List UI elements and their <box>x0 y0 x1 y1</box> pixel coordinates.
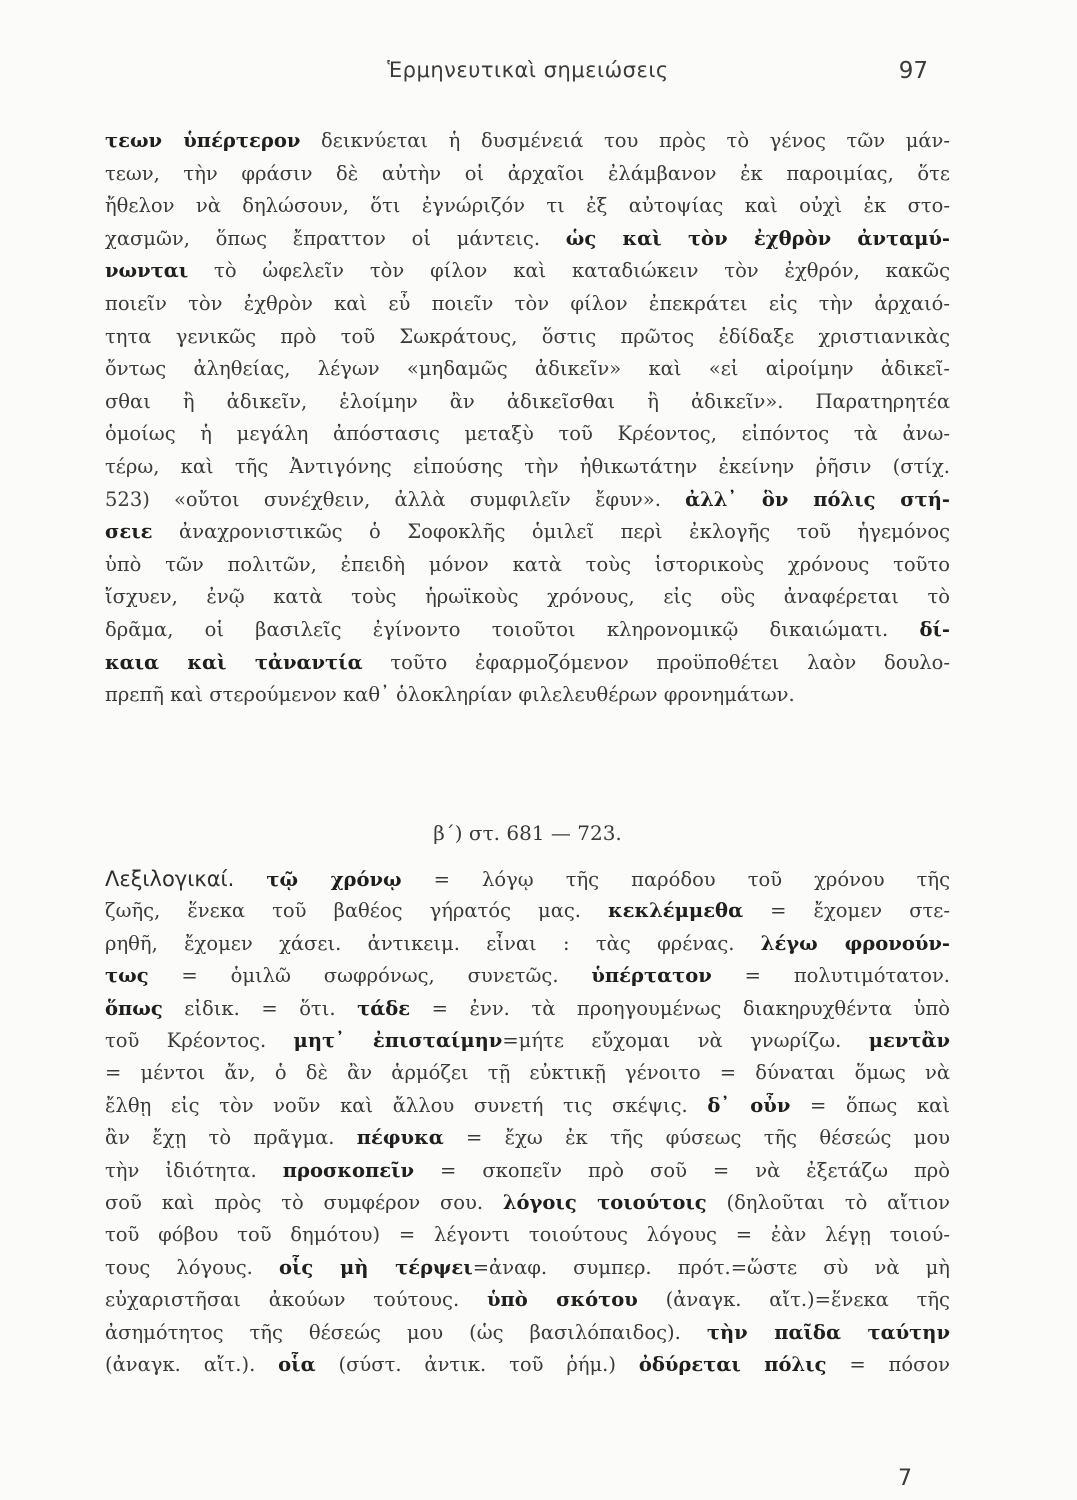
text-line <box>105 650 950 676</box>
text-line <box>105 584 950 610</box>
running-title: Ἑρμηνευτικαὶ σημειώσεις <box>387 58 669 82</box>
lemma-term: δ᾿ οὖν <box>707 1094 791 1117</box>
text-segment: ἀσημότητος τῆς θέσεώς μου (ὡς βασιλόπαιδος). <box>105 1321 707 1344</box>
text-line <box>105 898 950 924</box>
text-line <box>105 1222 950 1248</box>
text-segment: = λόγῳ τῆς παρόδου τοῦ χρόνου τῆς <box>401 868 950 891</box>
lemma-term: οἷς μὴ τέρψει <box>278 1256 473 1279</box>
text-line <box>105 356 950 382</box>
text-segment: ὄντως ἀληθείας, λέγων «μηδαμῶς ἀδικεῖν» καὶ «εἰ αἱροίμην ἀδικεῖ- <box>105 357 950 380</box>
section-heading: β΄) στ. 681 — 723. <box>433 821 622 845</box>
text-line <box>105 421 950 447</box>
text-segment: = μέντοι ἄν, ὁ δὲ ἂν ἁρμόζει τῇ εὐκτικῇ γένοιτο = δύναται ὅμως νὰ <box>105 1061 950 1084</box>
text-line <box>105 1287 950 1313</box>
text-segment: ἴσχυεν, ἐνῷ κατὰ τοὺς ἡρωϊκοὺς χρόνους, εἰς οὓς ἀναφέρεται τὸ <box>105 585 950 608</box>
lemma-term: κεκλέμμεθα <box>608 899 744 922</box>
text-segment: ἤθελον νὰ δηλώσουν, ὅτι ἐγνώριζόν τι ἐξ αὐτοψίας καὶ οὐχὶ ἐκ στο- <box>105 194 950 217</box>
text-line <box>105 258 950 284</box>
text-line <box>105 963 950 989</box>
text-segment: τὴν ἰδιότητα. <box>105 1159 283 1182</box>
lemma-term: δί- <box>919 618 950 641</box>
lemma-term: ὡς καὶ τὸν ἐχθρὸν ἀνταμύ- <box>565 227 950 250</box>
lemma-term: τεων ὑπέρτερον <box>105 129 301 152</box>
text-line <box>105 552 950 578</box>
signature-mark: 7 <box>898 1466 912 1491</box>
text-line <box>105 193 950 219</box>
text-segment: = πολυτιμότατον. <box>711 964 950 987</box>
text-segment: τους λόγους. <box>105 1256 279 1279</box>
lemma-term: ἀλλ᾿ ὃν πόλις στή- <box>685 488 950 511</box>
lemma-term: νωνται <box>105 259 189 282</box>
text-segment: ποιεῖν τὸν ἐχθρὸν καὶ εὖ ποιεῖν τὸν φίλον ἐπεκράτει εἰς τὴν ἀρχαιό- <box>105 292 950 315</box>
lemma-term: μεντἂν <box>868 1029 950 1052</box>
lemma-term: προσκοπεῖν <box>282 1159 415 1182</box>
lemma-term: τάδε <box>357 997 411 1020</box>
text-line <box>105 1158 950 1184</box>
text-line <box>105 1125 950 1151</box>
text-segment: ζωῆς, ἕνεκα τοῦ βαθέος γήρατός μας. <box>105 899 609 922</box>
text-segment: τέρω, καὶ τῆς Ἀντιγόνης εἰπούσης τὴν ἠθικωτάτην ἐκείνην ῥῆσιν (στίχ. <box>105 455 950 478</box>
text-segment: = ἔχομεν στε- <box>743 899 950 922</box>
text-segment: σοῦ καὶ πρὸς τὸ συμφέρον σου. <box>105 1191 503 1214</box>
text-line <box>105 291 950 317</box>
text-line <box>105 226 950 252</box>
text-segment: = ἔχω ἐκ τῆς φύσεως τῆς θέσεώς μου <box>443 1126 950 1149</box>
text-segment: ὁμοίως ἡ μεγάλη ἀπόστασις μεταξὺ τοῦ Κρέοντος, εἰπόντος τὰ ἀνω- <box>105 422 950 445</box>
text-segment: = ἐνν. τὰ προηγουμένως διακηρυχθέντα ὑπὸ <box>410 997 950 1020</box>
text-line <box>105 1190 950 1216</box>
text-line <box>105 487 950 513</box>
text-segment: (ἀναγκ. αἴτ.). <box>105 1353 279 1376</box>
text-segment: τὸ ὠφελεῖν τὸν φίλον καὶ καταδιώκειν τὸν ἐχθρόν, κακῶς <box>188 259 950 282</box>
text-segment: χασμῶν, ὅπως ἔπραττον οἱ μάντεις. <box>105 227 566 250</box>
text-segment: τοῦ φόβου τοῦ δημότου) = λέγοντι τοιούτους λόγους = ἐὰν λέγῃ τοιού- <box>105 1223 950 1246</box>
text-line <box>105 324 950 350</box>
text-segment: =ἀναφ. συμπερ. πρότ.=ὥστε σὺ νὰ μὴ <box>472 1256 950 1279</box>
lemma-term: ὑπὸ σκότου <box>486 1288 638 1311</box>
text-segment: εἰδικ. = ὅτι. <box>162 997 358 1020</box>
text-line <box>105 519 950 545</box>
lemma-term: τὴν παῖδα ταύτην <box>706 1321 950 1344</box>
text-segment: ὑπὸ τῶν πολιτῶν, ἐπειδὴ μόνον κατὰ τοὺς ἱστορικοὺς χρόνους τοῦτο <box>105 553 950 576</box>
lemma-term: λέγω φρονούν- <box>760 932 950 955</box>
text-line <box>105 1028 950 1054</box>
lemma-term: ὅπως <box>105 997 163 1020</box>
lemma-term: μητ᾿ ἐπισταίμην <box>293 1029 503 1052</box>
lemma-term: τως <box>105 964 149 987</box>
text-line <box>105 128 950 154</box>
text-segment: =μήτε εὔχομαι νὰ γνωρίζω. <box>502 1029 869 1052</box>
text-segment: (δηλοῦται τὸ αἴτιον <box>706 1191 950 1214</box>
text-line <box>105 1352 950 1378</box>
lemma-term: σειε <box>105 520 153 543</box>
lemma-term: ὀδύρεται πόλις <box>638 1353 827 1376</box>
text-line <box>105 996 950 1022</box>
text-segment: τητα γενικῶς πρὸ τοῦ Σωκράτους, ὅστις πρῶτος ἐδίδαξε χριστιανικὰς <box>105 325 950 348</box>
text-segment <box>234 868 266 891</box>
lexical-heading: Λεξιλογικαί. <box>105 867 235 891</box>
text-segment: σθαι ἢ ἀδικεῖν, ἑλοίμην ἂν ἀδικεῖσθαι ἢ ἀδικεῖν». Παρατηρητέα <box>105 390 950 413</box>
page-number: 97 <box>898 58 928 84</box>
text-segment: δρᾶμα, οἱ βασιλεῖς ἐγίνοντο τοιοῦτοι κληρονομικῷ δικαιώματι. <box>105 618 920 641</box>
text-segment: (ἀναγκ. αἴτ.)=ἕνεκα τῆς <box>637 1288 950 1311</box>
text-line <box>105 161 950 187</box>
lemma-term: οἷα <box>278 1353 316 1376</box>
text-segment: = πόσον <box>826 1353 950 1376</box>
text-segment: εὐχαριστῆσαι ἀκούων τούτους. <box>105 1288 487 1311</box>
text-line <box>105 931 950 957</box>
text-segment: ἂν ἔχῃ τὸ πρᾶγμα. <box>105 1126 357 1149</box>
text-line <box>105 1093 950 1119</box>
text-line <box>105 617 950 643</box>
text-segment: 523) «οὔτοι συνέχθειν, ἀλλὰ συμφιλεῖν ἔφυν». <box>105 488 686 511</box>
lemma-term: καια καὶ τἀναντία <box>105 651 363 674</box>
text-segment: δεικνύεται ἡ δυσμένειά του πρὸς τὸ γένος τῶν μάν- <box>300 129 950 152</box>
text-segment: ρηθῆ, ἔχομεν χάσει. ἀντικειμ. εἶναι : τὰς φρένας. <box>105 932 761 955</box>
text-segment: = ὁμιλῶ σωφρόνως, συνετῶς. <box>148 964 592 987</box>
text-line <box>105 1320 950 1346</box>
lemma-term: λόγοις τοιούτοις <box>502 1191 707 1214</box>
text-segment: τοῦ Κρέοντος. <box>105 1029 294 1052</box>
lemma-term: ὑπέρτατον <box>591 964 712 987</box>
text-segment: = ὅπως καὶ <box>790 1094 950 1117</box>
text-line <box>105 454 950 480</box>
text-segment: ἀναχρονιστικῶς ὁ Σοφοκλῆς ὁμιλεῖ περὶ ἐκλογῆς τοῦ ἡγεμόνος <box>152 520 950 543</box>
text-line <box>105 866 950 893</box>
text-line <box>105 1060 950 1086</box>
text-segment: τοῦτο ἐφαρμοζόμενον προϋποθέτει λαὸν δουλο- <box>362 651 950 674</box>
text-segment: ἔλθῃ εἰς τὸν νοῦν καὶ ἄλλου συνετή τις σκέψις. <box>105 1094 708 1117</box>
text-segment: (σύστ. ἀντικ. τοῦ ῥήμ.) <box>315 1353 639 1376</box>
text-segment: τεων, τὴν φράσιν δὲ αὐτὴν οἱ ἀρχαῖοι ἐλάμβανον ἐκ παροιμίας, ὅτε <box>105 162 950 185</box>
text-line <box>105 389 950 415</box>
text-line <box>105 682 950 708</box>
lemma-term: τῷ χρόνῳ <box>266 868 402 891</box>
text-segment: = σκοπεῖν πρὸ σοῦ = νὰ ἐξετάζω πρὸ <box>414 1159 950 1182</box>
text-line <box>105 1255 950 1281</box>
lemma-term: πέφυκα <box>356 1126 444 1149</box>
text-segment: πρεπῆ καὶ στερούμενον καθ᾿ ὁλοκληρίαν φιλελευθέρων φρονημάτων. <box>105 683 795 706</box>
